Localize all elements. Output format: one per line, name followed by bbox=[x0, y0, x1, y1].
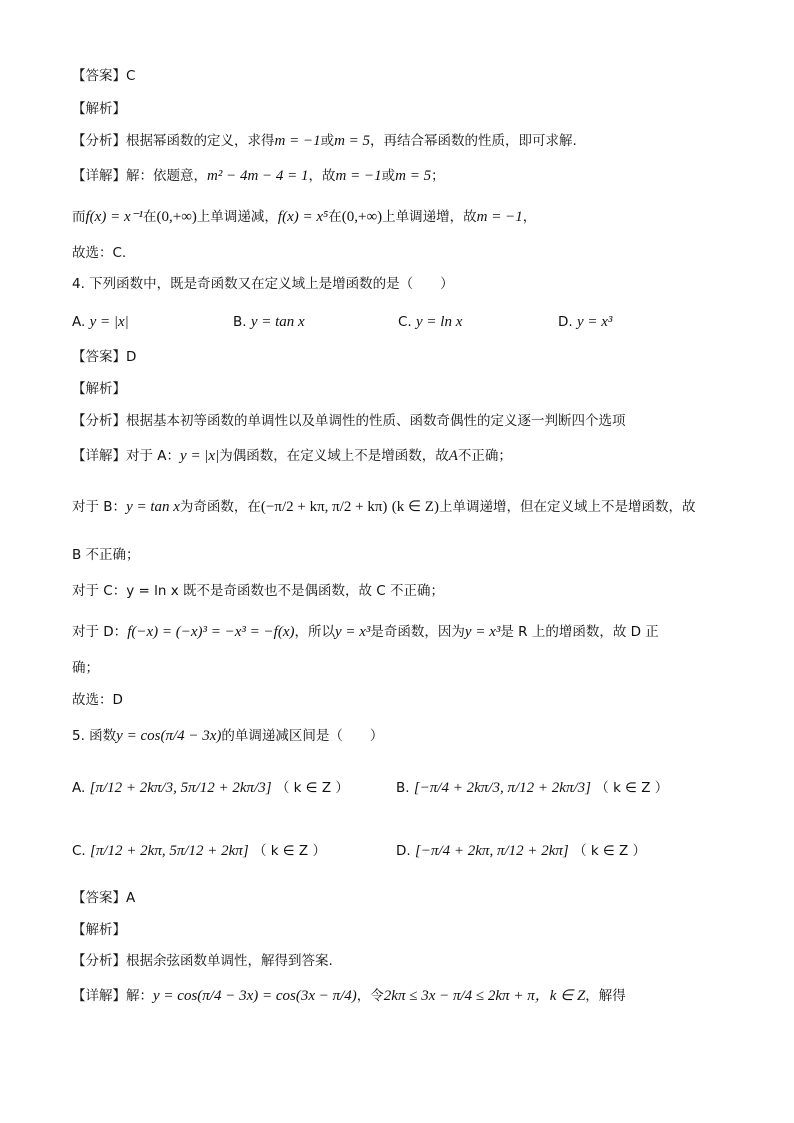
q4-answer: 【答案】D bbox=[72, 349, 137, 365]
detail-text: 解：依题意， bbox=[126, 168, 207, 184]
q5-option-b bbox=[396, 778, 668, 798]
detail-a-letter: A bbox=[448, 448, 458, 464]
option-expr: y = |x| bbox=[89, 314, 129, 330]
detail-m1: m = −1 bbox=[335, 168, 382, 184]
option-label: B. bbox=[396, 780, 410, 796]
option-k: （ k ∈ Z ） bbox=[595, 780, 669, 796]
line2-dec: 上单调递减， bbox=[196, 209, 278, 225]
detail-d-text2: 是奇函数，因为 bbox=[370, 624, 465, 640]
q4-detail-b-line2: B 不正确； bbox=[72, 547, 140, 563]
interval-right: 5π/12 + 2kπ/3 bbox=[180, 780, 266, 796]
fenxi-m2: m = 5 bbox=[334, 133, 371, 149]
option-label: C. bbox=[398, 314, 412, 330]
detail-d-expr: f(−x) = (−x)³ = −x³ = −f(x) bbox=[127, 624, 295, 640]
q4-analysis-heading: 【解析】 bbox=[72, 381, 126, 397]
option-expr: y = tan x bbox=[250, 314, 305, 330]
interval-left: π/12 + 2kπ/3 bbox=[95, 780, 174, 796]
q5-answer: 【答案】A bbox=[72, 890, 136, 906]
fenxi-tag: 【分析】 bbox=[72, 133, 126, 149]
option-interval: [π/12 + 2kπ/3, 5π/12 + 2kπ/3] bbox=[89, 780, 272, 796]
q3-line2 bbox=[72, 207, 536, 227]
option-interval: [−π/4 + 2kπ/3, π/12 + 2kπ/3] bbox=[413, 780, 591, 796]
detail-a-expr: y = |x| bbox=[180, 448, 220, 464]
detail-d-y2: y = x³ bbox=[464, 624, 501, 640]
line2-f2: f(x) = x⁵ bbox=[277, 209, 329, 225]
fenxi-text: 根据幂函数的定义，求得 bbox=[126, 133, 275, 149]
q3-analysis-heading: 【解析】 bbox=[72, 101, 126, 117]
fenxi-or: 或 bbox=[320, 133, 335, 149]
interval-left: −π/4 + 2kπ/3 bbox=[419, 780, 500, 796]
detail-b-text: 为奇函数，在 bbox=[179, 499, 261, 515]
q3-detail bbox=[72, 166, 445, 186]
q5-question-expr: y = cos(π/4 − 3x) bbox=[116, 728, 222, 744]
detail-mid: ，故 bbox=[308, 168, 336, 184]
q5-detail-tag: 【详解】解： bbox=[72, 988, 153, 1004]
interval-right: π/12 + 2kπ/3 bbox=[507, 780, 586, 796]
line2-a: 而 bbox=[72, 209, 86, 225]
detail-a-tag: 【详解】对于 A： bbox=[72, 448, 181, 464]
q5-detail-ineq: 2kπ ≤ 3x − π/4 ≤ 2kπ + π bbox=[383, 988, 535, 1004]
q4-fenxi: 【分析】根据基本初等函数的单调性以及单调性的性质、函数奇偶性的定义逐一判断四个选项 bbox=[72, 413, 626, 429]
q3-fenxi bbox=[72, 131, 577, 151]
q4-detail-b bbox=[72, 497, 695, 517]
detail-d-tag: 对于 D： bbox=[72, 624, 128, 640]
q5-detail-k: ，k ∈ Z bbox=[534, 988, 586, 1004]
detail-or: 或 bbox=[381, 168, 396, 184]
fenxi-m1: m = −1 bbox=[274, 133, 321, 149]
detail-d-text3: 是 R 上的增函数，故 D 正 bbox=[500, 624, 659, 640]
q4-detail-d-line2: 确； bbox=[72, 660, 99, 676]
option-label: B. bbox=[233, 314, 247, 330]
detail-d-y: y = x³ bbox=[334, 624, 371, 640]
option-expr: y = ln x bbox=[416, 314, 463, 330]
interval-left: π/12 + 2kπ bbox=[95, 843, 162, 859]
detail-a-text: 为偶函数，在定义域上不是增函数，故 bbox=[219, 448, 449, 464]
detail-a-end: 不正确； bbox=[457, 448, 512, 464]
option-expr: y = x³ bbox=[576, 314, 613, 330]
detail-b-interval: (−π/2 + kπ, π/2 + kπ) bbox=[260, 499, 388, 515]
option-interval: [π/12 + 2kπ, 5π/12 + 2kπ] bbox=[90, 843, 249, 859]
interval-right: π/12 + 2kπ bbox=[496, 843, 563, 859]
detail-b-text2: 上单调递增，但在定义域上不是增函数，故 bbox=[438, 499, 696, 515]
q5-detail-expr: y = cos(π/4 − 3x) = cos(3x − π/4) bbox=[153, 988, 357, 1004]
line2-int2: (0,+∞) bbox=[341, 209, 383, 225]
q4-question: 4. 下列函数中，既是奇函数又在定义域上是增函数的是（ ） bbox=[72, 276, 454, 292]
detail-m2: m = 5 bbox=[395, 168, 432, 184]
q5-option-c bbox=[72, 841, 326, 861]
option-label: D. bbox=[558, 314, 573, 330]
q4-option-d bbox=[558, 312, 612, 332]
line2-in: 在 bbox=[143, 209, 157, 225]
interval-left: −π/4 + 2kπ bbox=[420, 843, 490, 859]
option-label: A. bbox=[72, 780, 86, 796]
option-label: A. bbox=[72, 314, 86, 330]
q5-question bbox=[72, 726, 383, 746]
detail-d-text: ，所以 bbox=[294, 624, 335, 640]
detail-b-expr: y = tan x bbox=[126, 499, 180, 515]
option-interval: [−π/4 + 2kπ, π/12 + 2kπ] bbox=[414, 843, 569, 859]
q4-option-a bbox=[72, 312, 129, 332]
line2-int1: (0,+∞) bbox=[156, 209, 197, 225]
interval-right: 5π/12 + 2kπ bbox=[169, 843, 243, 859]
line2-inc: 上单调递增，故 bbox=[382, 209, 477, 225]
q3-choose: 故选：C. bbox=[72, 245, 127, 261]
option-k: （ k ∈ Z ） bbox=[573, 843, 647, 859]
detail-b-tag: 对于 B： bbox=[72, 499, 127, 515]
q5-question-pre: 5. 函数 bbox=[72, 728, 117, 744]
option-label: D. bbox=[396, 843, 411, 859]
line2-in2: 在 bbox=[328, 209, 342, 225]
q5-detail bbox=[72, 986, 626, 1006]
q4-detail-d bbox=[72, 622, 659, 642]
q3-answer: 【答案】C bbox=[72, 68, 136, 84]
q4-choose: 故选：D bbox=[72, 692, 123, 708]
q4-detail-a bbox=[72, 446, 512, 466]
option-label: C. bbox=[72, 843, 86, 859]
line2-m: m = −1 bbox=[476, 209, 523, 225]
detail-eq: m² − 4m − 4 = 1 bbox=[207, 168, 309, 184]
q5-fenxi: 【分析】根据余弦函数单调性，解得到答案. bbox=[72, 953, 333, 969]
q4-option-c bbox=[398, 312, 462, 332]
line2-end: ， bbox=[522, 209, 537, 225]
option-k: （ k ∈ Z ） bbox=[252, 843, 326, 859]
q5-option-d bbox=[396, 841, 646, 861]
detail-tag: 【详解】 bbox=[72, 168, 126, 184]
option-k: （ k ∈ Z ） bbox=[275, 780, 349, 796]
q5-detail-ling: ，令 bbox=[356, 988, 384, 1004]
line2-f1: f(x) = x⁻¹ bbox=[85, 209, 144, 225]
detail-b-k: (k ∈ Z) bbox=[391, 499, 439, 515]
q4-option-b bbox=[233, 312, 305, 332]
q4-detail-c: 对于 C：y = ln x 既不是奇函数也不是偶函数，故 C 不正确； bbox=[72, 583, 444, 599]
q5-question-post: 的单调递减区间是（ ） bbox=[221, 728, 384, 744]
q5-option-a bbox=[72, 778, 349, 798]
q5-detail-end: ，解得 bbox=[585, 988, 626, 1004]
q5-analysis-heading: 【解析】 bbox=[72, 922, 126, 938]
fenxi-tail: ，再结合幂函数的性质，即可求解. bbox=[370, 133, 577, 149]
detail-end: ； bbox=[431, 168, 445, 184]
